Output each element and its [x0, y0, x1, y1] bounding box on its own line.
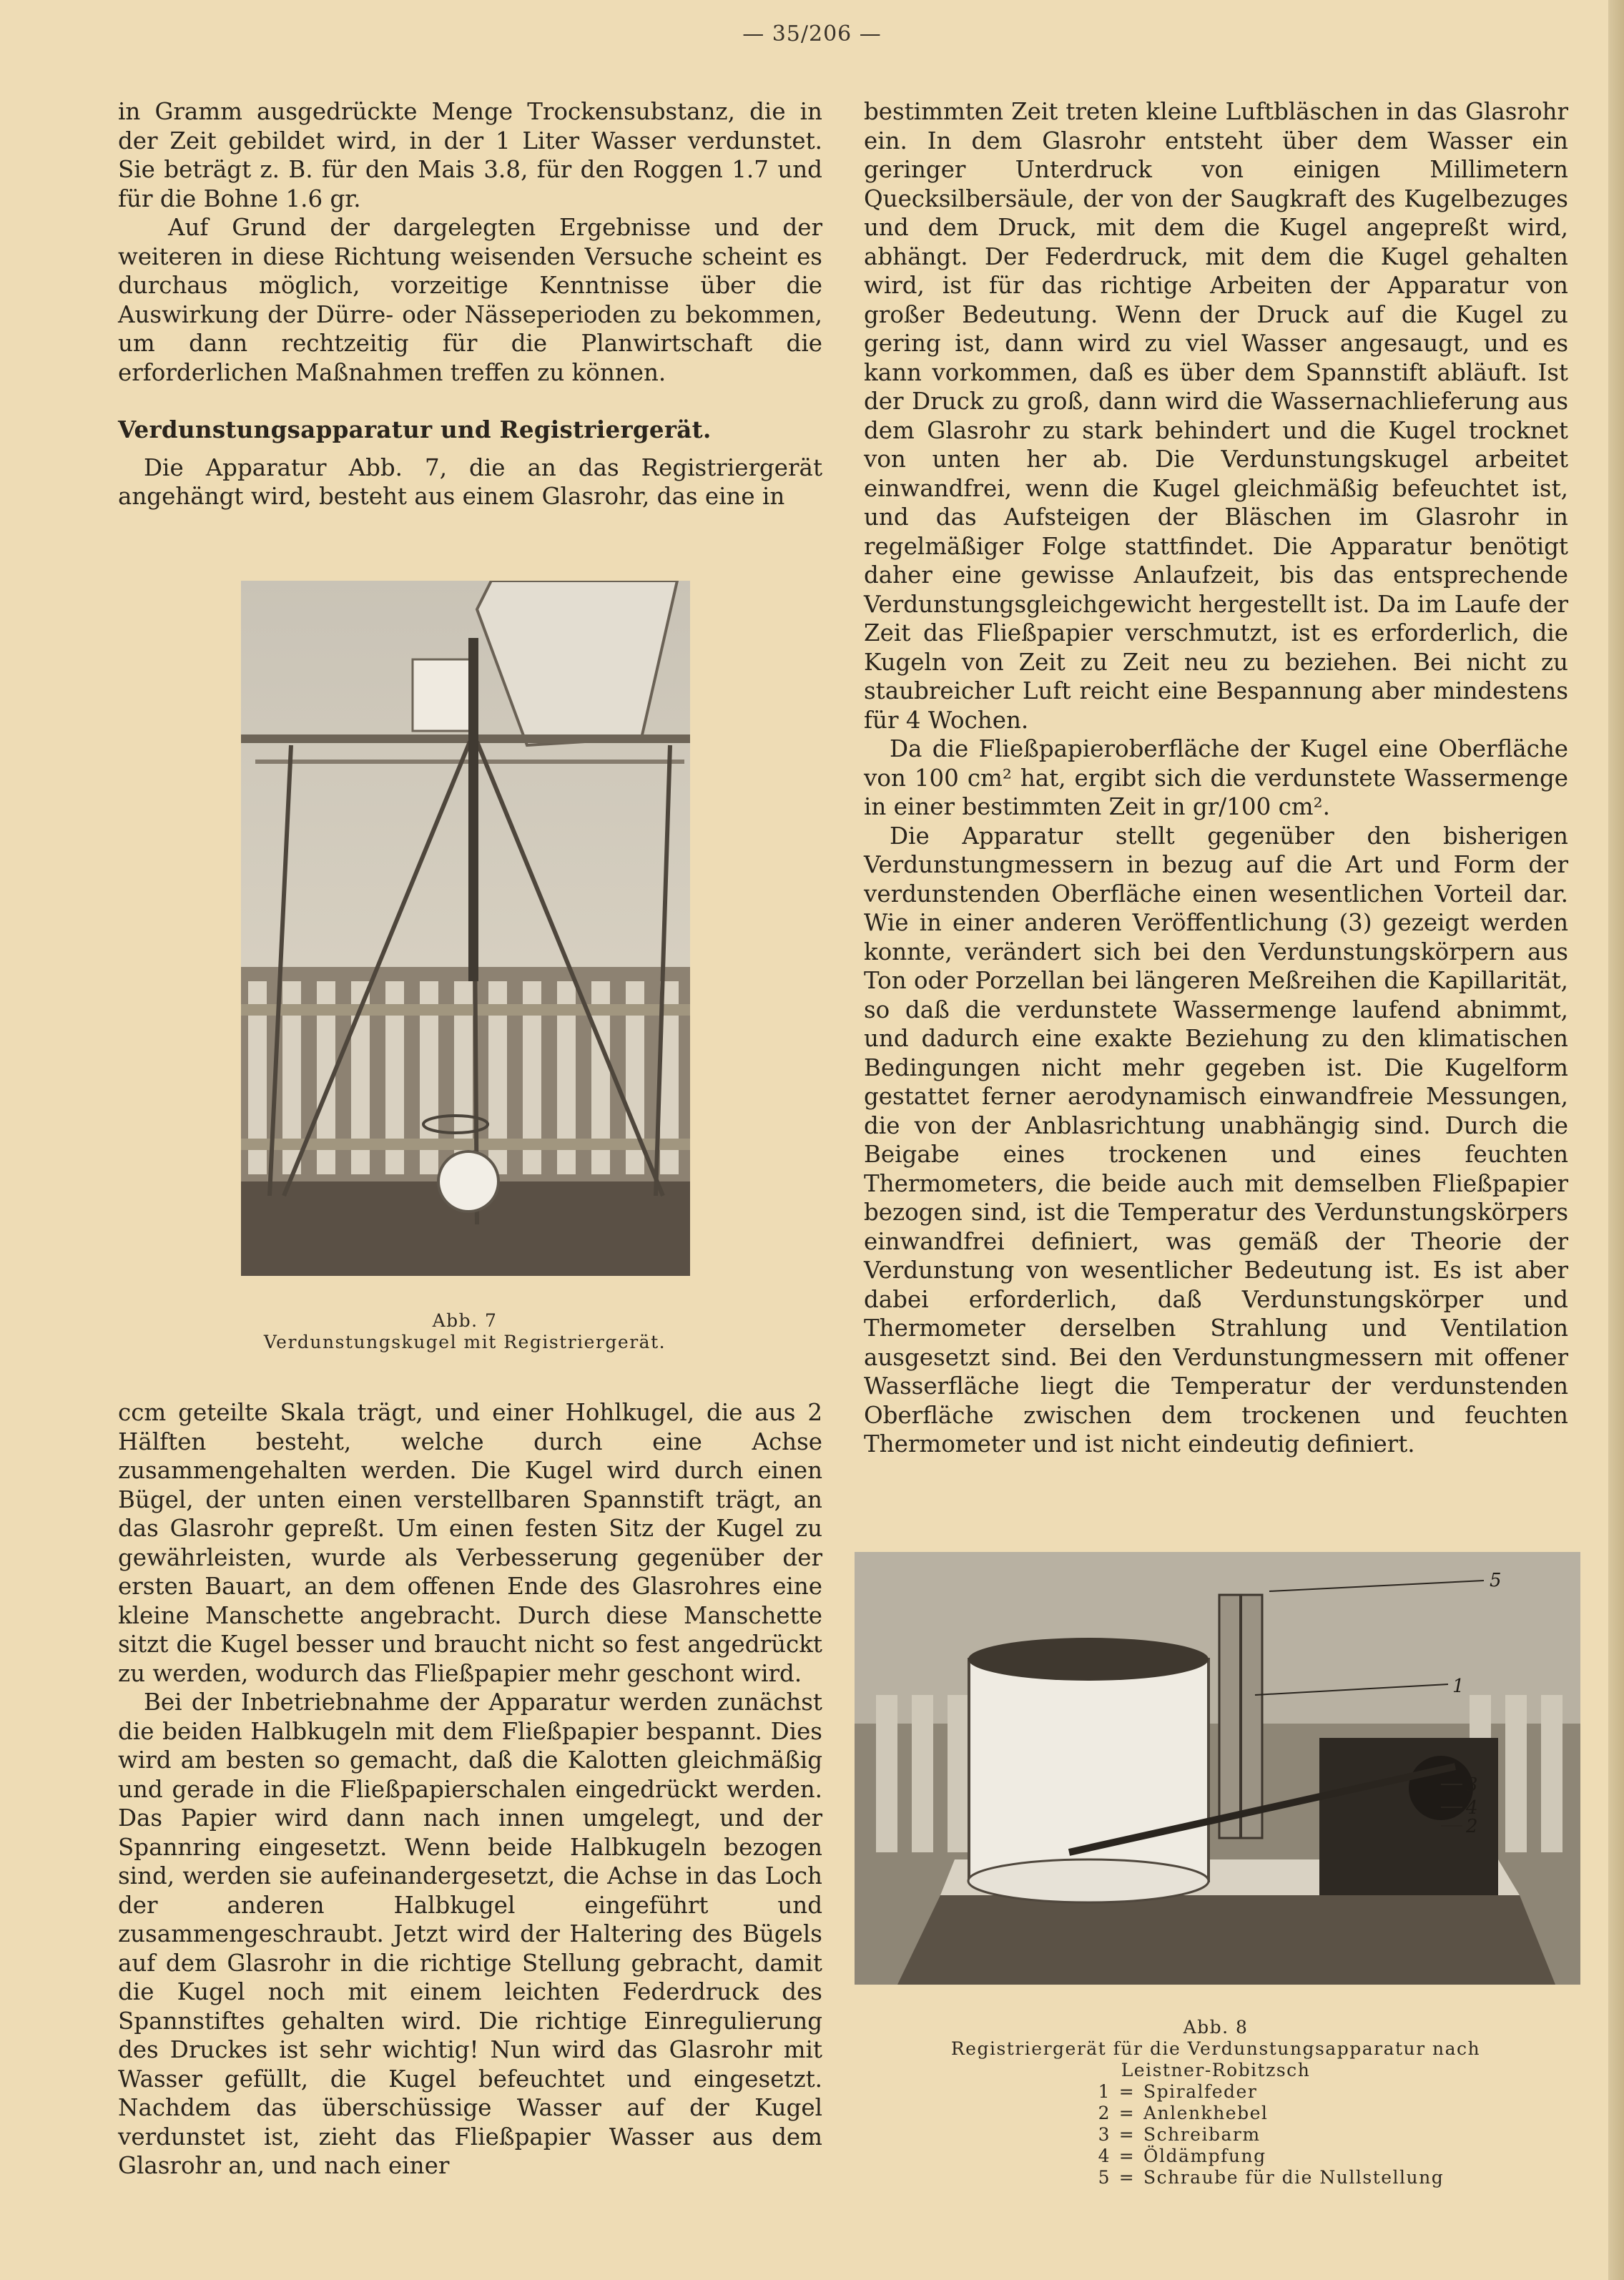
- legend-number: 4: [1098, 2146, 1111, 2166]
- legend-text: Schraube für die Nullstellung: [1143, 2167, 1445, 2188]
- legend-text: Schreibarm: [1143, 2124, 1261, 2145]
- legend-item: [872, 2167, 1559, 2188]
- legend-number: 3: [1098, 2124, 1111, 2145]
- figure-7-caption: [179, 1310, 751, 1353]
- legend-equals: =: [1118, 2103, 1136, 2123]
- left-column-lower: [118, 1398, 822, 2181]
- paragraph: Auf Grund der dargelegten Ergebnisse und der weiteren in diese Richtung weisenden Versuche scheint es durchaus möglich, vorzeitige Kenntnisse über die Auswirkung der Dürre- oder Nässeperioden zu bekommen, um dann rechtzeitig für die Planwirtschaft die erforderlichen Maßnahmen treffen zu können.: [118, 214, 822, 386]
- figure-7-label: Abb. 7: [432, 1310, 498, 1331]
- legend-text: Anlenkhebel: [1143, 2103, 1269, 2123]
- photo-mark-1: 1: [1452, 1676, 1465, 1697]
- paragraph: in Gramm ausgedrückte Menge Trockensubstanz, die in der Zeit gebildet wird, in der 1 Liter Wasser verdunstet. Sie beträgt z. B. für den Mais 3.8, für den Roggen 1.7 und für die Bohne 1.6 gr.: [118, 98, 822, 212]
- evaporation-sphere-photo-illustration: [241, 581, 690, 1276]
- photo-mark-5: 5: [1490, 1570, 1502, 1591]
- legend-text: Öldämpfung: [1143, 2146, 1266, 2166]
- legend-number: 5: [1098, 2167, 1111, 2188]
- photo-mark-3: 3: [1466, 1774, 1478, 1796]
- right-column: [864, 97, 1568, 1459]
- paragraph: Die Apparatur Abb. 7, die an das Registriergerät angehängt wird, besteht aus einem Glasrohr, das eine in: [118, 453, 822, 510]
- registration-device-photo-illustration: [855, 1552, 1580, 1985]
- paragraph: Die Apparatur stellt gegenüber den bisherigen Verdunstungmessern in bezug auf die Art und Form der verdunstenden Oberfläche einen wesentlichen Vorteil dar. Wie in einer anderen Veröffentlichung (3) gezeigt werden konnte, verändert sich bei den Verdunstungskörpern aus Ton oder Porzellan bei längeren Meßreihen die Kapillarität, so daß die verdunstete Wassermenge laufend abnimmt, und dadurch eine exakte Beziehung zu den klimatischen Bedingungen nicht mehr gegeben ist. Die Kugelform gestattet ferner aerodynamisch einwandfreie Messungen, die von der Anblasrichtung unabhängig sind. Durch die Beigabe eines trockenen und eines feuchten Thermometers, die beide auch mit demselben Fließpapier bezogen sind, ist die Temperatur des Verdunstungskörpers einwandfrei definiert, was gemäß der Theorie der Verdunstung von wesentlicher Bedeutung ist. Es ist aber dabei erforderlich, daß Verdunstungskörper und Thermometer derselben Strahlung und Ventilation ausgesetzt sind. Bei den Verdunstungmessern mit offener Wasserfläche liegt die Temperatur der verdunstenden Oberfläche zwischen dem trockenen und feuchten Thermometer und ist nicht eindeutig definiert.: [864, 822, 1568, 1458]
- legend-text: Spiralfeder: [1143, 2081, 1258, 2102]
- figure-8-caption: [872, 2017, 1559, 2188]
- paragraph: Bei der Inbetriebnahme der Apparatur werden zunächst die beiden Halbkugeln mit dem Fließpapier bespannt. Dies wird am besten so gemacht, daß die Kalotten gleichmäßig und gerade in die Fließpapierschalen eingedrückt werden. Das Papier wird dann nach innen umgelegt, und der Spannring eingesetzt. Wenn beide Halbkugeln bezogen sind, werden sie aufeinandergesetzt, die Achse in das Loch der anderen Halbkugel eingeführt und zusammengeschraubt. Jetzt wird der Haltering des Bügels auf dem Glasrohr in die richtige Stellung gebracht, damit die Kugel noch mit einem leichten Federdruck des Spannstiftes gehalten wird. Die richtige Einregulierung des Druckes ist sehr wichtig! Nun wird das Glasrohr mit Wasser gefüllt, die Kugel befeuchtet und eingesetzt. Nachdem das überschüssige Wasser auf der Kugel verdunstet ist, zieht das Fließpapier Wasser aus dem Glasrohr an, und nach einer: [118, 1689, 822, 2179]
- page-edge-border: [1608, 0, 1624, 2280]
- legend-item: [872, 2081, 1559, 2103]
- figure-8-caption-line2: Leistner-Robitzsch: [1121, 2060, 1311, 2080]
- photo-mark-2: 2: [1466, 1816, 1478, 1837]
- figure-8-photo: [855, 1552, 1580, 1985]
- photo-mark-4: 4: [1466, 1797, 1478, 1819]
- legend-equals: =: [1118, 2081, 1136, 2102]
- page-number: — 35/206 —: [742, 21, 882, 46]
- section-heading: Verdunstungsapparatur und Registriergerät.: [118, 416, 712, 443]
- paragraph: bestimmten Zeit treten kleine Luftbläschen in das Glasrohr ein. In dem Glasrohr entsteht über dem Wasser ein geringer Unterdruck von einigen Millimetern Quecksilbersäule, der von der Saugkraft des Kugelbezuges und dem Druck, mit dem die Kugel angepreßt wird, abhängt. Der Federdruck, mit dem die Kugel gehalten wird, ist für das richtige Arbeiten der Apparatur von großer Bedeutung. Wenn der Druck auf die Kugel zu gering ist, dann wird zu viel Wasser angesaugt, und es kann vorkommen, daß es über dem Spannstift abläuft. Ist der Druck zu groß, dann wird die Wassernachlieferung aus dem Glasrohr zu stark behindert und die Kugel trocknet von unten her ab. Die Verdunstungskugel arbeitet einwandfrei, wenn die Kugel gleichmäßig befeuchtet ist, und das Aufsteigen der Bläschen im Glasrohr in regelmäßiger Folge stattfindet. Die Apparatur benötigt daher eine gewisse Anlaufzeit, bis das entsprechende Verdunstungsgleichgewicht hergestellt ist. Da im Laufe der Zeit das Fließpapier verschmutzt, ist es erforderlich, die Kugeln von Zeit zu Zeit neu zu beziehen. Bei nicht zu staubreicher Luft reicht eine Bespannung aber mindestens für 4 Wochen.: [864, 98, 1568, 734]
- left-column-upper: [118, 97, 822, 511]
- paragraph: ccm geteilte Skala trägt, und einer Hohlkugel, die aus 2 Hälften besteht, welche durch eine Achse zusammengehalten werden. Die Kugel wird durch einen Bügel, der unten einen verstellbaren Spannstift trägt, an das Glasrohr gepreßt. Um einen festen Sitz der Kugel zu gewährleisten, wurde als Verbesserung gegenüber der ersten Bauart, an dem offenen Ende des Glasrohres eine kleine Manschette angebracht. Durch diese Manschette sitzt die Kugel besser und braucht nicht so fest angedrückt zu werden, wodurch das Fließpapier mehr geschont wird.: [118, 1399, 822, 1687]
- legend-item: [872, 2146, 1559, 2167]
- legend-number: 1: [1098, 2081, 1111, 2102]
- legend-item: [872, 2124, 1559, 2146]
- figure-8-label: Abb. 8: [1183, 2017, 1249, 2038]
- legend-equals: =: [1118, 2124, 1136, 2145]
- paragraph: Da die Fließpapieroberfläche der Kugel eine Oberfläche von 100 cm² hat, ergibt sich die verdunstete Wassermenge in einer bestimmten Zeit in gr/100 cm².: [864, 735, 1568, 820]
- figure-8-caption-line1: Registriergerät für die Verdunstungsapparatur nach: [950, 2038, 1481, 2059]
- figure-7-caption-text: Verdunstungskugel mit Registriergerät.: [263, 1332, 666, 1352]
- legend-equals: =: [1118, 2167, 1136, 2188]
- legend-item: [872, 2103, 1559, 2124]
- figure-7-photo: [241, 581, 690, 1276]
- legend-equals: =: [1118, 2146, 1136, 2166]
- figure-8-legend: [872, 2081, 1559, 2188]
- legend-number: 2: [1098, 2103, 1111, 2123]
